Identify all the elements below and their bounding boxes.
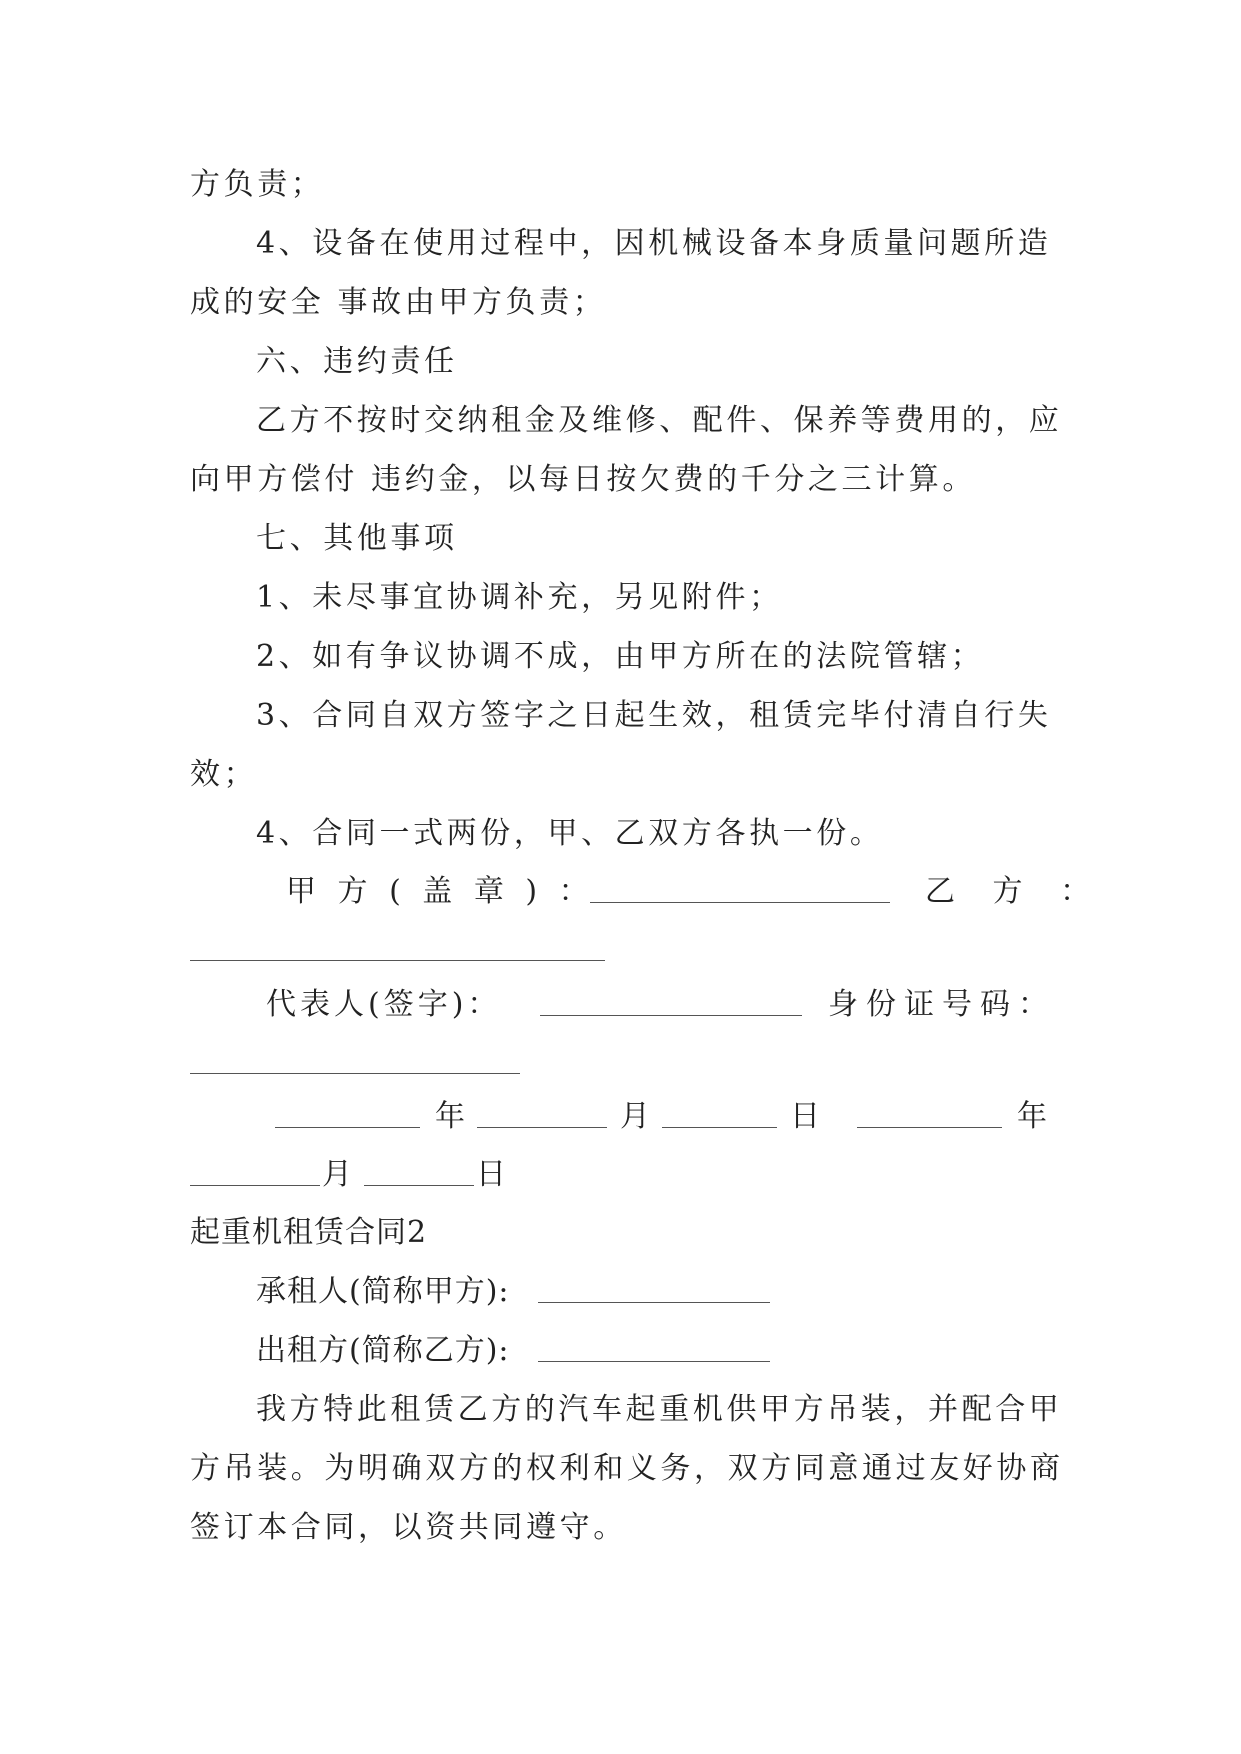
text-line: 乙方不按时交纳租金及维修、配件、保养等费用的，应 <box>256 403 1063 438</box>
year-blank <box>857 1127 1002 1128</box>
party-b-blank <box>190 960 605 961</box>
text-line: 2、如有争议协调不成，由甲方所在的法院管辖； <box>256 639 985 674</box>
year-label: 年 <box>1017 1099 1051 1134</box>
year-label: 年 <box>435 1099 469 1134</box>
id-label: 身份证号码： <box>828 987 1056 1022</box>
rep-label: 代表人(签字)： <box>266 987 502 1022</box>
text-line: 我方特此租赁乙方的汽车起重机供甲方吊装，并配合甲 <box>256 1392 1063 1427</box>
text-line: 4、合同一式两份，甲、乙双方各执一份。 <box>256 816 884 851</box>
year-blank <box>275 1127 420 1128</box>
day-blank <box>662 1127 777 1128</box>
lessor-blank <box>538 1361 770 1362</box>
month-blank <box>477 1127 607 1128</box>
text-line: 效； <box>190 757 258 792</box>
text-line: 4、设备在使用过程中，因机械设备本身质量问题所造 <box>256 226 1052 261</box>
lessee-blank <box>538 1302 770 1303</box>
day-blank <box>364 1185 474 1186</box>
text-line: 方吊装。为明确双方的权利和义务，双方同意通过友好协商 <box>190 1451 1064 1486</box>
party-a-blank <box>590 902 890 903</box>
party-b-label: 乙 方 ： <box>925 874 1105 909</box>
month-label: 月 <box>322 1157 356 1192</box>
rep-blank <box>540 1015 802 1016</box>
text-line: 向甲方偿付 违约金，以每日按欠费的千分之三计算。 <box>190 462 976 497</box>
month-label: 月 <box>620 1099 654 1134</box>
id-blank <box>190 1073 520 1074</box>
party-a-label: 甲 方 ( 盖 章 ) ： <box>286 874 595 909</box>
lessee-label: 承租人(简称甲方): <box>256 1274 510 1309</box>
month-blank <box>190 1185 320 1186</box>
contract-title: 起重机租赁合同2 <box>190 1215 428 1250</box>
text-line: 3、合同自双方签字之日起生效，租赁完毕付清自行失 <box>256 698 1052 733</box>
text-line: 方负责； <box>190 167 325 202</box>
lessor-label: 出租方(简称乙方): <box>256 1333 510 1368</box>
text-line: 1、未尽事宜协调补充，另见附件； <box>256 580 783 615</box>
text-line: 成的安全 事故由甲方负责； <box>190 285 607 320</box>
text-line: 签订本合同，以资共同遵守。 <box>190 1510 627 1545</box>
section-heading: 六、违约责任 <box>256 344 458 379</box>
section-heading: 七、其他事项 <box>256 521 458 556</box>
day-label: 日 <box>790 1099 824 1134</box>
day-label: 日 <box>476 1157 510 1192</box>
